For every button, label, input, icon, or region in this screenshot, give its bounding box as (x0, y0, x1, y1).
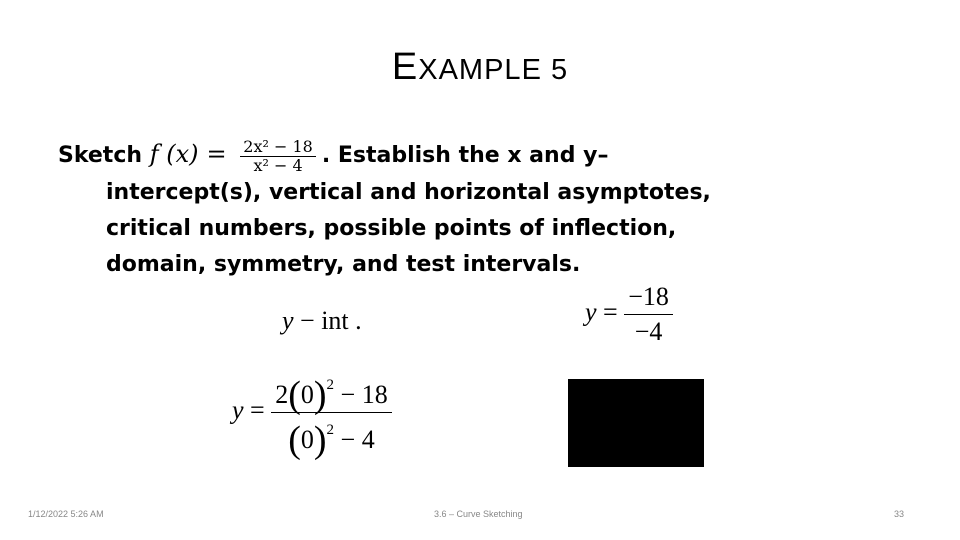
evaluation-step (585, 280, 673, 349)
step1-den-exp: 2 (326, 422, 335, 438)
step1-num-exp: 2 (326, 377, 335, 393)
problem-statement (58, 136, 858, 283)
step2-eq: = (596, 297, 618, 327)
step1-coef: 2 (275, 380, 289, 409)
footer-page-number: 33 (894, 509, 905, 519)
answer-denominator: 2 (656, 422, 668, 447)
answer-var: y (572, 406, 583, 433)
step1-den-rest: − 4 (334, 425, 375, 454)
problem-line-1 (58, 136, 858, 175)
step1-numerator: $2(0)^2 - 18$ (271, 368, 391, 413)
title-first-letter: E (391, 46, 419, 88)
footer-date: 1/12/2022 5:26 AM (28, 509, 104, 519)
answer-numerator: 9 (652, 392, 671, 421)
problem-line-1-rest: . Establish the x and y– (321, 143, 609, 168)
function-denominator: x² − 4 (253, 155, 303, 175)
step1-fraction (271, 368, 391, 461)
step1-denominator: $(0)^2 - 4$ (288, 419, 375, 461)
problem-line-3: critical numbers, possible points of inflection, (106, 215, 677, 241)
step2-var: y (585, 297, 597, 327)
step2-fraction (624, 280, 673, 349)
function-name: f (x) (149, 140, 199, 168)
step1-var: y (232, 395, 244, 425)
yint-var: y (282, 306, 294, 335)
step2-numerator: −18 (624, 280, 673, 315)
step1-den-inner: 0 (300, 425, 314, 454)
step1-eq: = (243, 395, 265, 425)
answer-x: 0, (628, 406, 647, 433)
step2-denominator: −4 (634, 317, 663, 346)
step1-num-inner: 0 (300, 380, 314, 409)
substitution-step (232, 368, 392, 461)
answer-fraction (652, 392, 671, 449)
slide-title (0, 46, 960, 89)
function-fraction (240, 138, 316, 175)
footer-title: 3.6 – Curve Sketching (434, 509, 523, 519)
title-rest: XAMPLE 5 (418, 54, 569, 86)
answer-eq: = (582, 406, 603, 433)
yint-rest: − int . (293, 306, 362, 335)
sketch-word: Sketch (58, 143, 143, 168)
y-intercept-answer: y = (0, $\frac{9}{2}$ ) (572, 385, 692, 452)
problem-line-2: intercept(s), vertical and horizontal asymptotes, (106, 179, 711, 205)
problem-line-4: domain, symmetry, and test intervals. (106, 251, 581, 277)
step1-num-rest: − 18 (334, 380, 388, 409)
equals-sign: = (206, 140, 227, 168)
y-intercept-label (282, 306, 362, 336)
function-numerator: 2x² − 18 (240, 138, 316, 157)
